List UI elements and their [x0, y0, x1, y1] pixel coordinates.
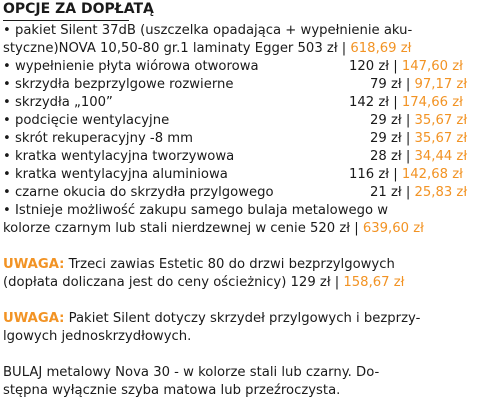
- option-label: • skrzydła bezprzylgowe rozwierne: [3, 77, 234, 92]
- option-label: • kratka wentylacyjna aluminiowa: [3, 167, 228, 182]
- option-price: 116 zł | 142,68 zł: [349, 167, 463, 182]
- bulaj-option-line2: [3, 220, 424, 238]
- bulaj-gross-price: 639,60 zł: [362, 221, 424, 236]
- option-price: 28 zł | 34,44 zł: [370, 149, 468, 164]
- option-silent-text: styczne)NOVA 10,50-80 gr.1 laminaty Egger 503 zł: [3, 41, 338, 56]
- option-row: [3, 112, 468, 130]
- option-label: • wypełnienie płyta wiórowa otworowa: [3, 59, 259, 74]
- net-price: 21 zł: [370, 185, 402, 200]
- warning-label: UWAGA:: [3, 311, 65, 326]
- price-separator: |: [330, 275, 344, 290]
- bulaj-option-text: kolorze czarnym lub stali nierdzewnej w cenie 520 zł: [3, 221, 351, 236]
- gross-price: 35,67 zł: [414, 131, 468, 146]
- price-separator: |: [337, 41, 351, 56]
- warning-hinge-text: Trzeci zawias Estetic 80 do drzwi bezprzylgowych: [64, 257, 395, 272]
- option-label: • skrzydła „100”: [3, 95, 113, 110]
- option-row: [3, 148, 468, 166]
- option-row: [3, 130, 468, 148]
- option-row: [3, 94, 463, 112]
- warning-silent-text: Pakiet Silent dotyczy skrzydeł przylgowych i bezprzy-: [64, 311, 421, 326]
- net-price: 142 zł: [349, 95, 390, 110]
- warning-silent-line1: [3, 310, 420, 328]
- option-row: [3, 184, 468, 202]
- gross-price: 34,44 zł: [414, 149, 468, 164]
- gross-price: 174,66 zł: [401, 95, 463, 110]
- bulaj-note-line2: stępna wyłącznie szyba matowa lub przeźroczysta.: [3, 383, 341, 398]
- option-silent-gross-price: 618,69 zł: [350, 41, 412, 56]
- option-price: 120 zł | 147,60 zł: [349, 59, 463, 74]
- warning-silent-line2: lgowych jednoskrzydłowych.: [3, 329, 192, 344]
- option-row: [3, 76, 468, 94]
- option-label: • kratka wentylacyjna tworzywowa: [3, 149, 235, 164]
- warning-hinge-text2: (dopłata doliczana jest do ceny ościeżnicy) 129 zł: [3, 275, 331, 290]
- option-label: • czarne okucia do skrzydła przylgowego: [3, 185, 274, 200]
- net-price: 120 zł: [349, 59, 390, 74]
- net-price: 116 zł: [349, 167, 390, 182]
- net-price: 28 zł: [370, 149, 402, 164]
- option-label: • skrót rekuperacyjny -8 mm: [3, 131, 193, 146]
- option-silent-line2: [3, 40, 411, 58]
- gross-price: 142,68 zł: [401, 167, 463, 182]
- warning-hinge-line1: [3, 256, 395, 274]
- option-price: 21 zł | 25,83 zł: [370, 185, 468, 200]
- warning-hinge-line2: [3, 274, 404, 292]
- gross-price: 97,17 zł: [414, 77, 468, 92]
- net-price: 29 zł: [370, 113, 402, 128]
- gross-price: 147,60 zł: [401, 59, 463, 74]
- option-row: [3, 58, 463, 76]
- option-price: 29 zł | 35,67 zł: [370, 131, 468, 146]
- bulaj-option-line1: • Istnieje możliwość zakupu samego bulaja metalowego w: [3, 203, 389, 218]
- option-price: 79 zł | 97,17 zł: [370, 77, 468, 92]
- gross-price: 25,83 zł: [414, 185, 468, 200]
- bulaj-note-line1: BULAJ metalowy Nova 30 - w kolorze stali lub czarny. Do-: [3, 365, 380, 380]
- option-row: [3, 166, 463, 184]
- net-price: 79 zł: [370, 77, 402, 92]
- warning-hinge-gross-price: 158,67 zł: [343, 275, 405, 290]
- option-price: 142 zł | 174,66 zł: [349, 95, 463, 110]
- warning-label: UWAGA:: [3, 257, 65, 272]
- option-label: • podcięcie wentylacyjne: [3, 113, 170, 128]
- price-separator: |: [350, 221, 363, 236]
- option-price: 29 zł | 35,67 zł: [370, 113, 468, 128]
- gross-price: 35,67 zł: [414, 113, 468, 128]
- option-silent-line1: • pakiet Silent 37dB (uszczelka opadająca + wypełnienie aku-: [3, 23, 413, 38]
- net-price: 29 zł: [370, 131, 402, 146]
- section-heading: OPCJE ZA DOPŁATĄ: [3, 1, 154, 17]
